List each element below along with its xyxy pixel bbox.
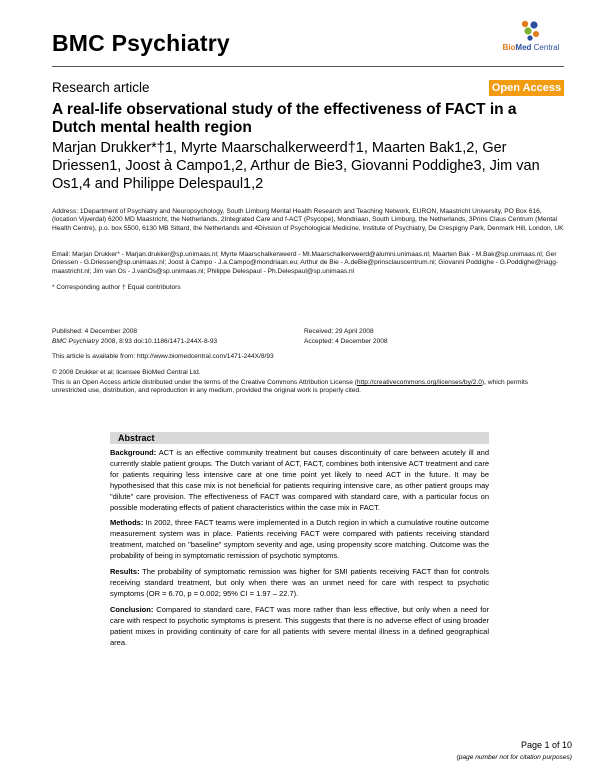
logo-med: Med (515, 43, 532, 52)
article-type: Research article (52, 80, 150, 95)
license-after: ), which permits unrestricted use, distribution, and reproduction in any medium, provided the original work is properly cited. (52, 379, 529, 395)
background-text: ACT is an effective community treatment but causes discontinuity of care between acutely ill and currently stable patient groups. The Dutch variant of ACT, FACT, combines both intensive ACT treatment and care for patients requiring less intensive care at one time point yet likely to need ACT in the future. It may be hypothesised that this case mix is not beneficial for patients requiring intensive care, as other patient groups may "dilute" care provision. The effectiveness of FACT was compared with standard care, with a particular focus on possible moderating effects of patient characteristics within the case mix in FACT. (110, 448, 489, 512)
logo-bio: Bio (502, 43, 516, 52)
page-number: Page 1 of 10 (520, 740, 572, 750)
copyright: © 2008 Drukker et al; licensee BioMed Central Ltd. (52, 369, 201, 376)
abstract-methods (110, 518, 489, 562)
received-date: Received: 29 April 2008 (304, 328, 374, 335)
article-title: A real-life observational study of the effectiveness of FACT in a Dutch mental health region (52, 101, 517, 136)
published-date: Published: 4 December 2008 (52, 328, 138, 335)
accepted-date: Accepted: 4 December 2008 (304, 338, 388, 345)
conclusion-text: Compared to standard care, FACT was more rather than less effective, but only when a need for care with respect to psychotic symptoms is present. This suggests that there is no adverse effect of using broader patient mixes in providing continuity of care for all patients with severe mental illness in a defined geographical area. (110, 604, 489, 647)
abstract-section (110, 432, 489, 653)
license-before: This is an Open Access article distributed under the terms of the Creative Commons Attribution License ( (52, 379, 357, 386)
abstract-background (110, 448, 489, 513)
results-label: Results: (110, 567, 140, 577)
logo-central: Central (533, 43, 560, 52)
author-notes: * Corresponding author † Equal contributors (52, 284, 181, 291)
results-text: The probability of symptomatic remission was higher for SMI patients receiving FACT than for controls receiving standard treatment, but only when there was an unmet need for care with respect to psychotic symptoms (OR = 6.70, p = 0.002; 95% CI = 1.97 – 22.7). (110, 567, 489, 598)
article-url: This article is available from: http://www.biomedcentral.com/1471-244X/8/93 (52, 353, 274, 360)
biomed-central-logo (498, 20, 564, 54)
citation-journal: BMC Psychiatry (52, 338, 99, 345)
abstract-conclusion (110, 605, 489, 649)
background-label: Background: (110, 448, 157, 457)
citation-details: 2008, 8:93 doi:10.1186/1471-244X-8-93 (98, 338, 218, 345)
journal-title: BMC Psychiatry (52, 30, 230, 56)
license-text (52, 379, 564, 396)
methods-label: Methods: (110, 518, 144, 528)
methods-text: In 2002, three FACT teams were implemented in a Dutch region in which a cumulative routine outcome measurement system was in place. Patients receiving FACT were compared with patients receiving standard treatment, matched on "baseline" symptom severity and age, using propensity score matching. Outcome was the probability of being in symptomatic remission of psychotic symptoms. (110, 518, 489, 561)
open-access-badge: Open Access (489, 80, 564, 96)
affiliations: Address: 1Department of Psychiatry and Neuropsychology, South Limburg Mental Health Research and Teaching Network, EURON, Maastricht University, PO Box 616, (location Vijverdal) 6200 MD Maastricht, the Netherlands, 2Integrated Care and f-ACT (Psycope), Mondriaan, South Limburg, the Netherlands, 3Prins Claus Centrum (Mental Health Centre), p.o. box 5500, 6130 MB Sittard, the Netherlands and 4Division of Psychological Medicine, Institute of Psychiatry, De Crespigny Park, Denmark Hill, London, UK (52, 208, 564, 232)
author-list: Marjan Drukker*†1, Myrte Maarschalkerweerd†1, Maarten Bak1,2, Ger Driessen1, Joost à Campo1,2, Arthur de Bie3, Giovanni Poddighe3, Jim van Os1,4 and Philippe Delespaul1,2 (52, 140, 540, 192)
page-note: (page number not for citation purposes) (456, 754, 572, 761)
abstract-heading: Abstract (110, 432, 489, 444)
biomed-logo-icon (520, 20, 542, 42)
abstract-results (110, 567, 489, 600)
email-list: Email: Marjan Drukker* - Marjan.drukker@sp.unimaas.nl; Myrte Maarschalkerweerd - MI.Maarschalkerweerd@alumni.unimaas.nl; Maarten Bak - M.Bak@sp.unimaas.nl; Ger Driessen - G.Driessen@sp.unimaas.nl; Joost à Campo - J.a.Campo@mondriaan.eu; Arthur de Bie - A.deBie@prinsclauscentrum.nl; Giovanni Poddighe - G.Poddighe@riagg-maastricht.nl; Jim van Os - J.vanOs@sp.unimaas.nl; Philippe Delespaul - Ph.Delespaul@sp.unimaas.nl (52, 251, 559, 275)
conclusion-label: Conclusion: (110, 604, 154, 614)
license-link[interactable]: http://creativecommons.org/licenses/by/2.0 (356, 379, 482, 386)
citation (52, 338, 217, 346)
header-rule (52, 66, 564, 67)
